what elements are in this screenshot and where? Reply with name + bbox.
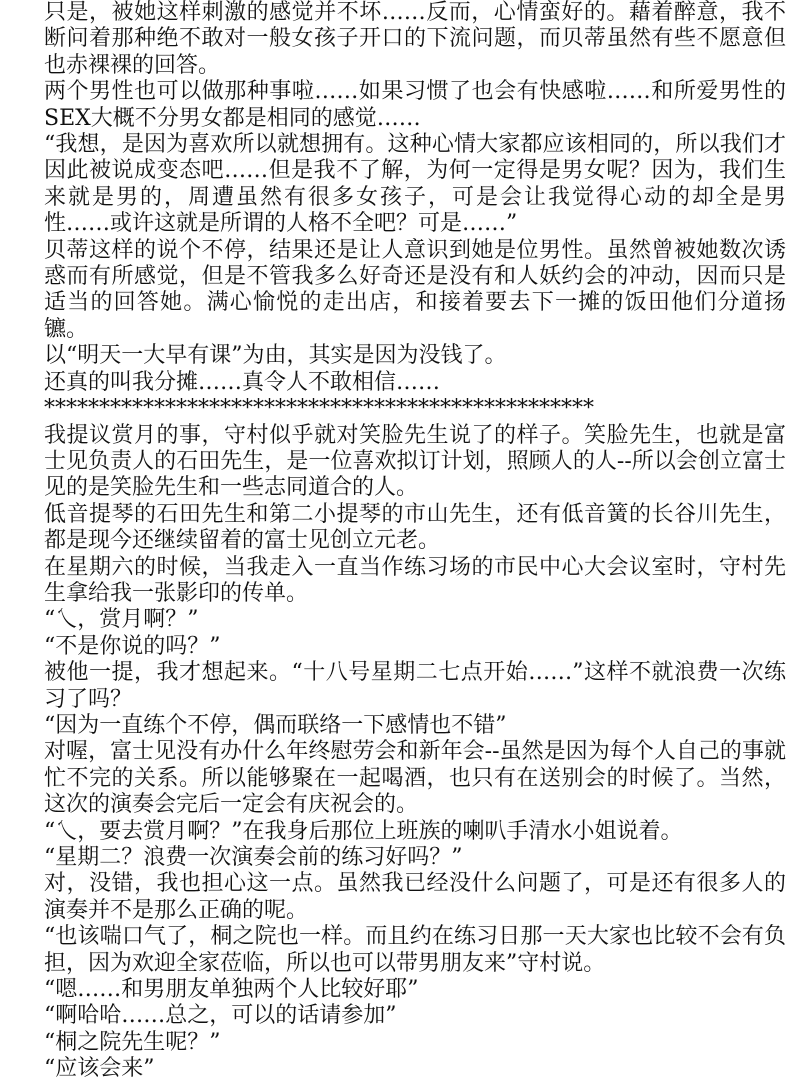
paragraph: 对，没错，我也担心这一点。虽然我已经没什么问题了，可是还有很多人的演奏并不是那么正确的呢。 bbox=[44, 871, 786, 923]
dialogue-line: “乀，赏月啊？” bbox=[44, 607, 199, 633]
paragraph: 低音提琴的石田先生和第二小提琴的市山先生，还有低音簧的长谷川先生，都是现今还继续留着的富士见创立元老。 bbox=[44, 501, 786, 554]
paragraph: 我提议赏月的事，守村似乎就对笑脸先生说了的样子。笑脸先生，也就是富士见负责人的石田先生，是一位喜欢拟订计划，照顾人的人--所以会创立富士见的是笑脸先生和一些志同道合的人。 bbox=[44, 422, 786, 501]
dialogue-line: “嗯……和男朋友单独两个人比较好耶” bbox=[44, 977, 419, 1003]
section-separator: ************************************************** bbox=[44, 396, 594, 422]
paragraph: 贝蒂这样的说个不停，结果还是让人意识到她是位男性。虽然曾被她数次诱惑而有所感觉，但是不管我多么好奇还是没有和人妖约会的冲动，因而只是适当的回答她。满心愉悦的走出店，和接着要去下一摊的饭田他们分道扬镳。 bbox=[44, 237, 786, 342]
paragraph: 被他一提，我才想起来。“十八号星期二七点开始……”这样不就浪费一次练习了吗？ bbox=[44, 660, 786, 712]
paragraph: 以“明天一大早有课”为由，其实是因为没钱了。 bbox=[44, 343, 507, 369]
dialogue-line: “桐之院先生呢？” bbox=[44, 1029, 221, 1055]
paragraph: 只是，被她这样刺激的感觉并不坏……反而，心情蛮好的。藉着醉意，我不断问着那种绝不敢对一般女孩子开口的下流问题，而贝蒂虽然有些不愿意但也赤裸裸的回答。 bbox=[44, 0, 786, 78]
paragraph: 还真的叫我分摊……真令人不敢相信…… bbox=[44, 369, 441, 395]
paragraph: 在星期六的时候，当我走入一直当作练习场的市民中心大会议室时，守村先生拿给我一张影印的传单。 bbox=[44, 554, 786, 606]
dialogue-line: “也该喘口气了，桐之院也一样。而且约在练习日那一天大家也比较不会有负担，因为欢迎全家莅临，所以也可以带男朋友来”守村说。 bbox=[44, 924, 786, 976]
dialogue-line: “星期二？浪费一次演奏会前的练习好吗？” bbox=[44, 845, 463, 870]
dialogue-line: “应该会来” bbox=[44, 1056, 155, 1082]
dialogue-line: “因为一直练个不停，偶而联络一下感情也不错” bbox=[44, 712, 507, 738]
dialogue-line: “不是你说的吗？” bbox=[44, 633, 221, 659]
paragraph: 对喔，富士见没有办什么年终慰劳会和新年会--虽然是因为每个人自己的事就忙不完的关系。所以能够聚在一起喝酒，也只有在送别会的时候了。当然，这次的演奏会完后一定会有庆祝会的。 bbox=[44, 739, 786, 818]
paragraph: 两个男性也可以做那种事啦……如果习惯了也会有快感啦……和所爱男性的SEX大概不分男女都是相同的感觉…… bbox=[44, 79, 786, 131]
paragraph: “我想，是因为喜欢所以就想拥有。这种心情大家都应该相同的，所以我们才因此被说成变态吧……但是我不了解，为何一定得是男女呢？因为，我们生来就是男的，周遭虽然有很多女孩子，可是会让我觉得心动的却全是男性……或许这就是所谓的人格不全吧？可是……” bbox=[44, 132, 786, 237]
dialogue-line: “乀，要去赏月啊？”在我身后那位上班族的喇叭手清水小姐说着。 bbox=[44, 818, 683, 844]
dialogue-line: “啊哈哈……总之，可以的话请参加” bbox=[44, 1003, 397, 1029]
